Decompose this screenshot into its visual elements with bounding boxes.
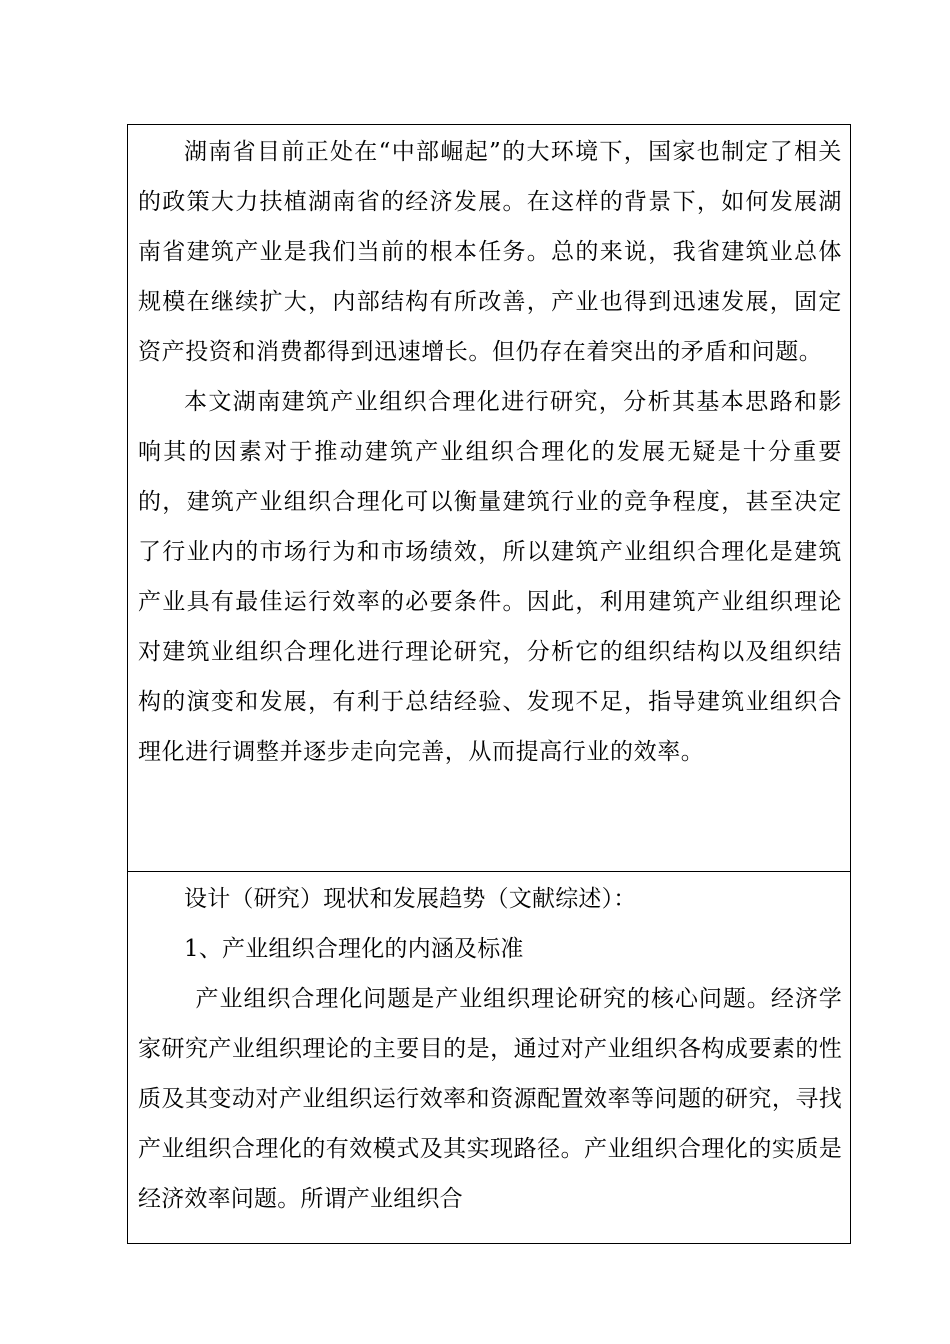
intro-cell bbox=[128, 125, 850, 872]
document-table bbox=[127, 124, 851, 1244]
intro-paragraph-2: 本文湖南建筑产业组织合理化进行研究，分析其基本思路和影响其的因素对于推动建筑产业组织合理化的发展无疑是十分重要的，建筑产业组织合理化可以衡量建筑行业的竞争程度，甚至决定了行业内的市场行为和市场绩效，所以建筑产业组织合理化是建筑产业具有最佳运行效率的必要条件。因此，利用建筑产业组织理论对建筑业组织合理化进行理论研究，分析它的组织结构以及组织结构的演变和发展，有利于总结经验、发现不足，指导建筑业组织合理化进行调整并逐步走向完善，从而提高行业的效率。 bbox=[138, 389, 842, 765]
section-heading: 设计（研究）现状和发展趋势（文献综述）： bbox=[184, 886, 637, 912]
literature-review-cell bbox=[128, 872, 850, 1243]
review-paragraph: 产业组织合理化问题是产业组织理论研究的核心问题。经济学家研究产业组织理论的主要目的是，通过对产业组织各构成要素的性质及其变动对产业组织运行效率和资源配置效率等问题的研究，寻找产业组织合理化的有效模式及其实现路径。产业组织合理化的实质是经济效率问题。所谓产业组织合 bbox=[138, 986, 842, 1212]
intro-paragraph-1: 湖南省目前正处在“中部崛起”的大环境下，国家也制定了相关的政策大力扶植湖南省的经济发展。在这样的背景下，如何发展湖南省建筑产业是我们当前的根本任务。总的来说，我省建筑业总体规模在继续扩大，内部结构有所改善，产业也得到迅速发展，固定资产投资和消费都得到迅速增长。但仍存在着突出的矛盾和问题。 bbox=[138, 139, 842, 365]
section-subheading: 1、产业组织合理化的内涵及标准 bbox=[184, 936, 524, 962]
